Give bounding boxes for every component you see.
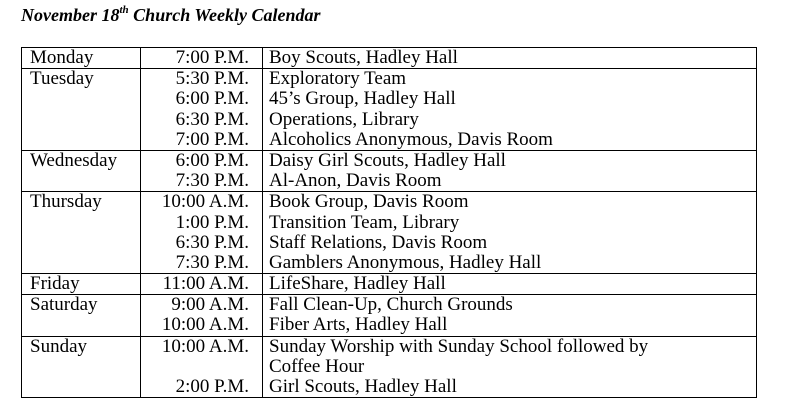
event-description: Staff Relations, Davis Room [269, 231, 488, 253]
event-description: Al-Anon, Davis Room [269, 170, 442, 192]
day-row-thursday [22, 192, 757, 274]
event-time: 7:00 P.M. [175, 47, 249, 68]
time-column [141, 48, 263, 69]
event-description: LifeShare, Hadley Hall [269, 273, 446, 295]
event-description: Fiber Arts, Hadley Hall [269, 314, 448, 336]
event-time: 10:00 A.M. [161, 335, 249, 357]
event-column [263, 150, 757, 191]
event-description-continued: Coffee Hour [269, 355, 365, 377]
event-column [263, 192, 757, 274]
event-time: 2:00 P.M. [175, 376, 249, 397]
day-row-wednesday [22, 150, 757, 191]
time-column [141, 274, 263, 295]
event-time: 6:00 P.M. [175, 88, 249, 110]
event-description: Fall Clean-Up, Church Grounds [269, 294, 513, 316]
time-column [141, 192, 263, 274]
event-description: Sunday Worship with Sunday School followed by [269, 335, 649, 357]
time-column [141, 336, 263, 398]
event-time: 7:30 P.M. [175, 251, 249, 273]
event-time: 11:00 A.M. [162, 273, 249, 295]
day-name: Monday [30, 47, 94, 68]
day-row-friday [22, 274, 757, 295]
event-time: 10:00 A.M. [161, 191, 249, 213]
event-description: 45’s Group, Hadley Hall [269, 88, 456, 110]
day-label [22, 274, 141, 295]
event-description: Gamblers Anonymous, Hadley Hall [269, 251, 542, 273]
day-label [22, 336, 141, 398]
event-time: 6:00 P.M. [175, 149, 249, 171]
day-label [22, 192, 141, 274]
event-time: 6:30 P.M. [175, 108, 249, 130]
event-description: Boy Scouts, Hadley Hall [269, 47, 458, 68]
event-column [263, 295, 757, 336]
day-row-saturday [22, 295, 757, 336]
event-time: 7:30 P.M. [175, 170, 249, 192]
day-label [22, 295, 141, 336]
event-time: 9:00 A.M. [171, 294, 249, 316]
event-description: Alcoholics Anonymous, Davis Room [269, 128, 553, 150]
event-description: Transition Team, Library [269, 211, 460, 233]
event-description: Exploratory Team [269, 68, 407, 90]
day-label [22, 69, 141, 151]
event-column [263, 274, 757, 295]
title-ordinal-suffix: th [119, 4, 129, 16]
calendar-title [21, 3, 321, 27]
day-row-tuesday [22, 69, 757, 151]
title-rest: Church Weekly Calendar [128, 5, 321, 25]
event-column [263, 336, 757, 398]
time-column [141, 150, 263, 191]
event-description: Book Group, Davis Room [269, 191, 469, 213]
event-description: Operations, Library [269, 108, 419, 130]
event-column [263, 69, 757, 151]
day-row-sunday [22, 336, 757, 398]
event-time: 6:30 P.M. [175, 231, 249, 253]
event-time: 10:00 A.M. [161, 314, 249, 336]
day-row-monday [22, 48, 757, 69]
time-column [141, 295, 263, 336]
weekly-calendar-table [21, 47, 757, 398]
event-description: Girl Scouts, Hadley Hall [269, 376, 457, 397]
day-label [22, 150, 141, 191]
calendar-body [22, 48, 757, 398]
day-name: Sunday [30, 335, 87, 357]
day-name: Wednesday [30, 149, 118, 171]
day-name: Saturday [30, 294, 98, 316]
day-name: Tuesday [30, 68, 94, 90]
time-column [141, 69, 263, 151]
time-spacer [141, 357, 249, 377]
day-name: Friday [30, 273, 80, 295]
event-time: 7:00 P.M. [175, 128, 249, 150]
title-prefix: November 18 [21, 5, 120, 25]
day-label [22, 48, 141, 69]
event-time: 1:00 P.M. [175, 211, 249, 233]
event-column [263, 48, 757, 69]
day-name: Thursday [30, 191, 102, 213]
event-time: 5:30 P.M. [175, 68, 249, 90]
event-description: Daisy Girl Scouts, Hadley Hall [269, 149, 506, 171]
